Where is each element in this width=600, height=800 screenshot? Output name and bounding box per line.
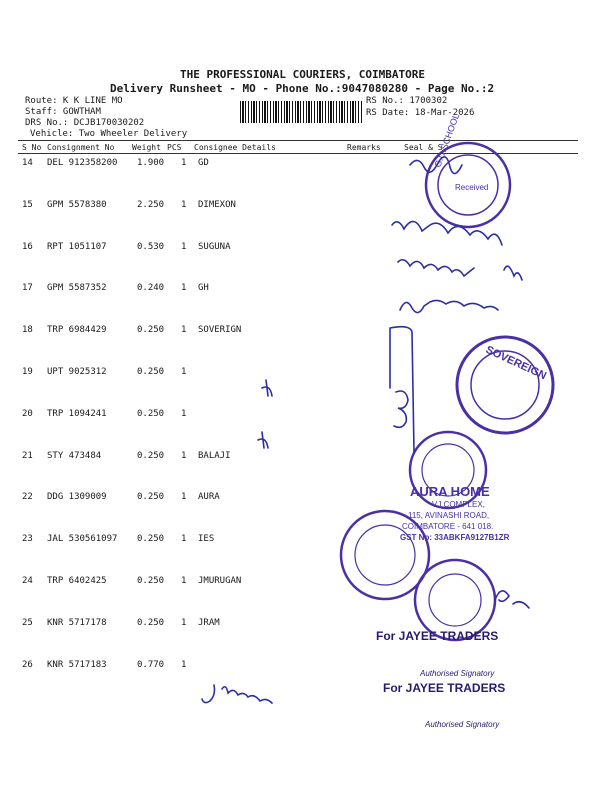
signature-row26 <box>202 685 272 703</box>
row-pcs: 1 <box>181 576 187 586</box>
row-pcs: 1 <box>181 660 187 670</box>
col-weight: Weight <box>132 143 161 152</box>
mark-row20 <box>258 432 268 448</box>
row-consignment-no: DDG 1309009 <box>47 492 107 502</box>
row-sno: 23 <box>22 534 33 544</box>
document-subtitle: Delivery Runsheet - MO - Phone No.:9047080280 - Page No.:2 <box>110 82 495 95</box>
row-pcs: 1 <box>181 283 187 293</box>
row-weight: 0.250 <box>137 576 165 586</box>
row-consignee: DIMEXON <box>198 200 236 210</box>
row-consignment-no: GPM 5578380 <box>47 200 107 210</box>
row-consignment-no: GPM 5587352 <box>47 283 107 293</box>
sovereign-round-stamp <box>457 337 553 433</box>
auth-sign-1: Authorised Signatory <box>420 669 495 678</box>
rs-date: RS Date: 18-Mar-2026 <box>366 108 475 118</box>
row-sno: 15 <box>22 200 33 210</box>
mark-row19 <box>262 380 272 396</box>
row-weight: 0.250 <box>137 492 165 502</box>
row-weight: 0.250 <box>137 325 165 335</box>
signature-row15 <box>392 221 502 245</box>
drs-number: DRS No.: DCJB170030202 <box>25 118 145 128</box>
row-consignee: JMURUGAN <box>198 576 242 586</box>
row-consignment-no: KNR 5717183 <box>47 660 107 670</box>
row-consignee: JRAM <box>198 618 220 628</box>
row-weight: 0.250 <box>137 367 165 377</box>
row-sno: 24 <box>22 576 33 586</box>
signature-row17 <box>400 300 498 312</box>
col-seal: Seal & S <box>404 143 443 152</box>
row-pcs: 1 <box>181 367 187 377</box>
rs-number: RS No.: 1700302 <box>366 96 448 106</box>
row-consignment-no: TRP 1094241 <box>47 409 107 419</box>
auth-sign-2: Authorised Signatory <box>425 720 500 729</box>
row-consignee: GH <box>198 283 209 293</box>
col-consignment: Consignment No <box>47 143 115 152</box>
row-weight: 0.250 <box>137 618 165 628</box>
row-consignee: IES <box>198 534 215 544</box>
row-pcs: 1 <box>181 325 187 335</box>
jayee-stamp-2: For JAYEE TRADERS <box>383 681 506 695</box>
row-consignee: GD <box>198 158 209 168</box>
row-consignee: BALAJI <box>198 451 231 461</box>
row-weight: 0.770 <box>137 660 165 670</box>
row-sno: 18 <box>22 325 33 335</box>
svg-text:Received: Received <box>455 183 489 192</box>
row-pcs: 1 <box>181 200 187 210</box>
aura-stamp-name: AURA HOME <box>410 484 490 499</box>
row-pcs: 1 <box>181 409 187 419</box>
aura-stamp-line2: 115, AVINASHI ROAD, <box>408 511 490 520</box>
row-consignment-no: RPT 1051107 <box>47 242 107 252</box>
row-sno: 16 <box>22 242 33 252</box>
row-weight: 2.250 <box>137 200 165 210</box>
row-sno: 21 <box>22 451 33 461</box>
col-pcs: PCS <box>167 143 182 152</box>
row-pcs: 1 <box>181 451 187 461</box>
row-pcs: 1 <box>181 492 187 502</box>
row-consignment-no: TRP 6984429 <box>47 325 107 335</box>
row-consignment-no: TRP 6402425 <box>47 576 107 586</box>
row-weight: 0.250 <box>137 409 165 419</box>
aura-stamp-line1: VJ COMPLEX, <box>432 500 485 509</box>
row-weight: 0.250 <box>137 534 165 544</box>
row-consignee: SOVERIGN <box>198 325 242 335</box>
row-weight: 0.530 <box>137 242 165 252</box>
signature-row24 <box>495 591 529 608</box>
row-consignee: SUGUNA <box>198 242 231 252</box>
row-weight: 0.250 <box>137 451 165 461</box>
row-consignment-no: KNR 5717178 <box>47 618 107 628</box>
gd-round-stamp <box>426 112 510 227</box>
row-consignee: AURA <box>198 492 220 502</box>
vehicle-label: Vehicle: Two Wheeler Delivery <box>30 129 188 139</box>
row-pcs: 1 <box>181 534 187 544</box>
signature-row16 <box>398 260 522 280</box>
row-consignment-no: JAL 530561097 <box>47 534 118 544</box>
row-consignment-no: STY 473484 <box>47 451 102 461</box>
murugan-round-stamp <box>415 560 495 640</box>
row-sno: 25 <box>22 618 33 628</box>
row-sno: 14 <box>22 158 33 168</box>
col-sno: S No <box>22 143 42 152</box>
sovereign-stamp-text: SOVEREIGN <box>483 343 549 383</box>
row-sno: 20 <box>22 409 33 419</box>
row-sno: 17 <box>22 283 33 293</box>
signature-row18-20 <box>390 327 414 452</box>
row-sno: 26 <box>22 660 33 670</box>
staff-label: Staff: GOWTHAM <box>25 107 101 117</box>
row-weight: 1.900 <box>137 158 165 168</box>
aura-stamp-gst: GST No: 33ABKFA9127B1ZR <box>400 533 510 542</box>
row-sno: 19 <box>22 367 33 377</box>
jayee-stamp-1: For JAYEE TRADERS <box>376 629 499 643</box>
row-consignment-no: DEL 912358200 <box>47 158 118 168</box>
aura-stamp-line3: COIMBATORE - 641 018. <box>402 522 494 531</box>
col-remarks: Remarks <box>347 143 381 152</box>
document-title: THE PROFESSIONAL COURIERS, COIMBATORE <box>180 68 426 81</box>
row-sno: 22 <box>22 492 33 502</box>
col-consignee: Consignee Details <box>194 143 276 152</box>
row-consignment-no: UPT 9025312 <box>47 367 107 377</box>
row-pcs: 1 <box>181 618 187 628</box>
signatures <box>202 157 529 703</box>
row-weight: 0.240 <box>137 283 165 293</box>
row-pcs: 1 <box>181 242 187 252</box>
svg-text:G.D.SCHOOL: G.D.SCHOOL <box>432 112 462 169</box>
route-label: Route: K K LINE MO <box>25 96 123 106</box>
row-pcs: 1 <box>181 158 187 168</box>
